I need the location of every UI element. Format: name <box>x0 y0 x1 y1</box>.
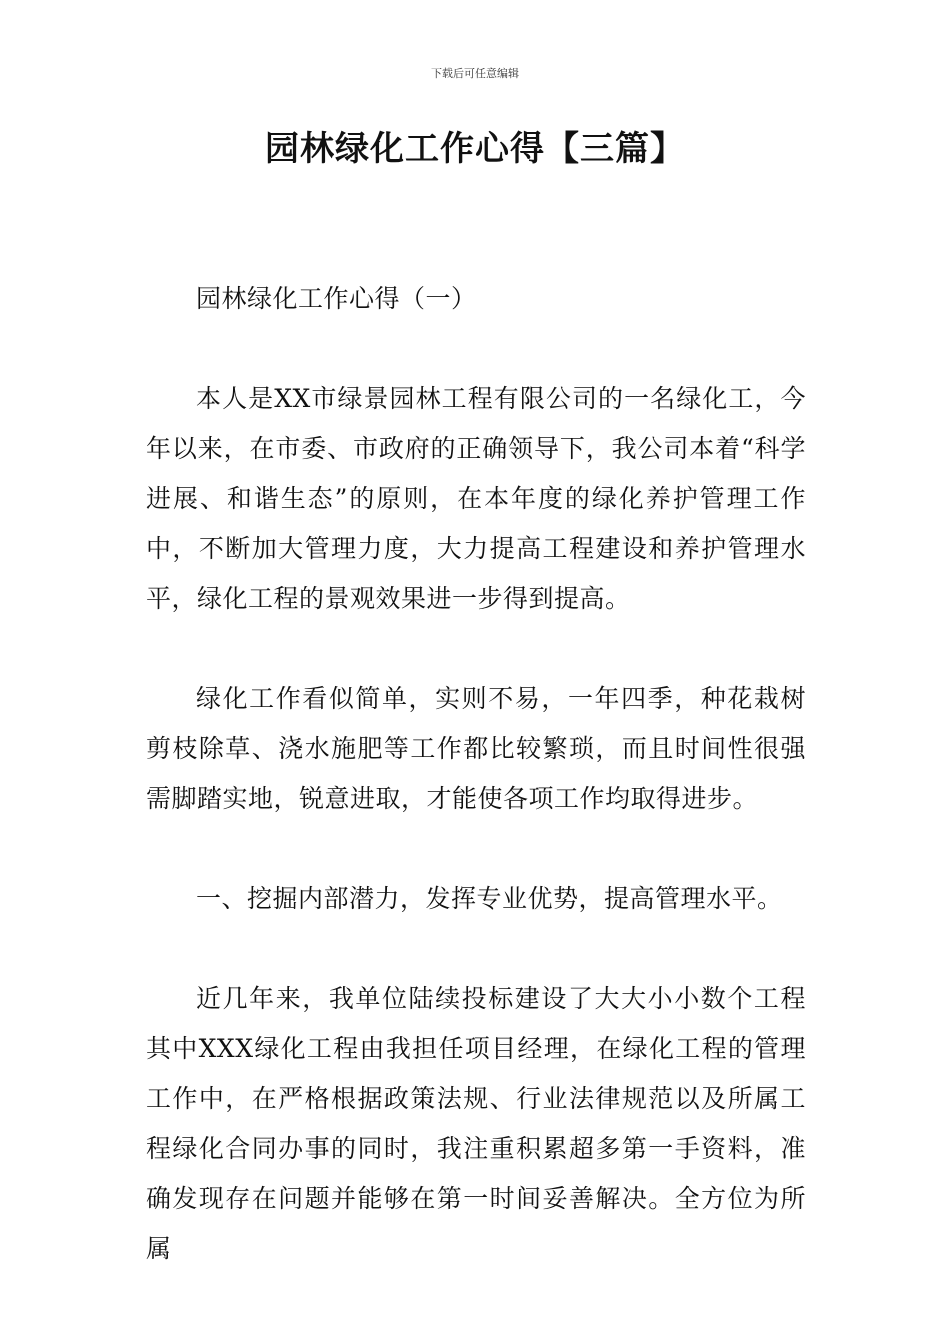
paragraph-heading-one: 一、挖掘内部潜力，发挥专业优势，提高管理水平。 <box>196 884 783 913</box>
section-title: 园林绿化工作心得（一） <box>196 284 477 313</box>
paragraph-work-description: 绿化工作看似简单，实则不易，一年四季，种花栽树剪枝除草、浇水施肥等工作都比较繁琐，而且时间性很强需脚踏实地，锐意进取，才能使各项工作均取得进步。 <box>146 684 806 813</box>
paragraph-intro: 本人是XX市绿景园林工程有限公司的一名绿化工，今年以来，在市委、市政府的正确领导下，我公司本着“科学进展、和谐生态”的原则，在本年度的绿化养护管理工作中，不断加大管理力度，大力提高工程建设和养护管理水平，绿化工程的景观效果进一步得到提高。 <box>146 384 806 613</box>
document-title: 园林绿化工作心得【三篇】 <box>265 129 685 169</box>
document-body <box>146 274 806 1324</box>
paragraph-project-management: 近几年来，我单位陆续投标建设了大大小小数个工程其中XXX绿化工程由我担任项目经理，在绿化工程的管理工作中，在严格根据政策法规、行业法律规范以及所属工程绿化合同办事的同时，我注重积累超多第一手资料，准确发现存在问题并能够在第一时间妥善解决。全方位为所属 <box>146 984 806 1263</box>
header-note: 下载后可任意编辑 <box>431 67 519 80</box>
